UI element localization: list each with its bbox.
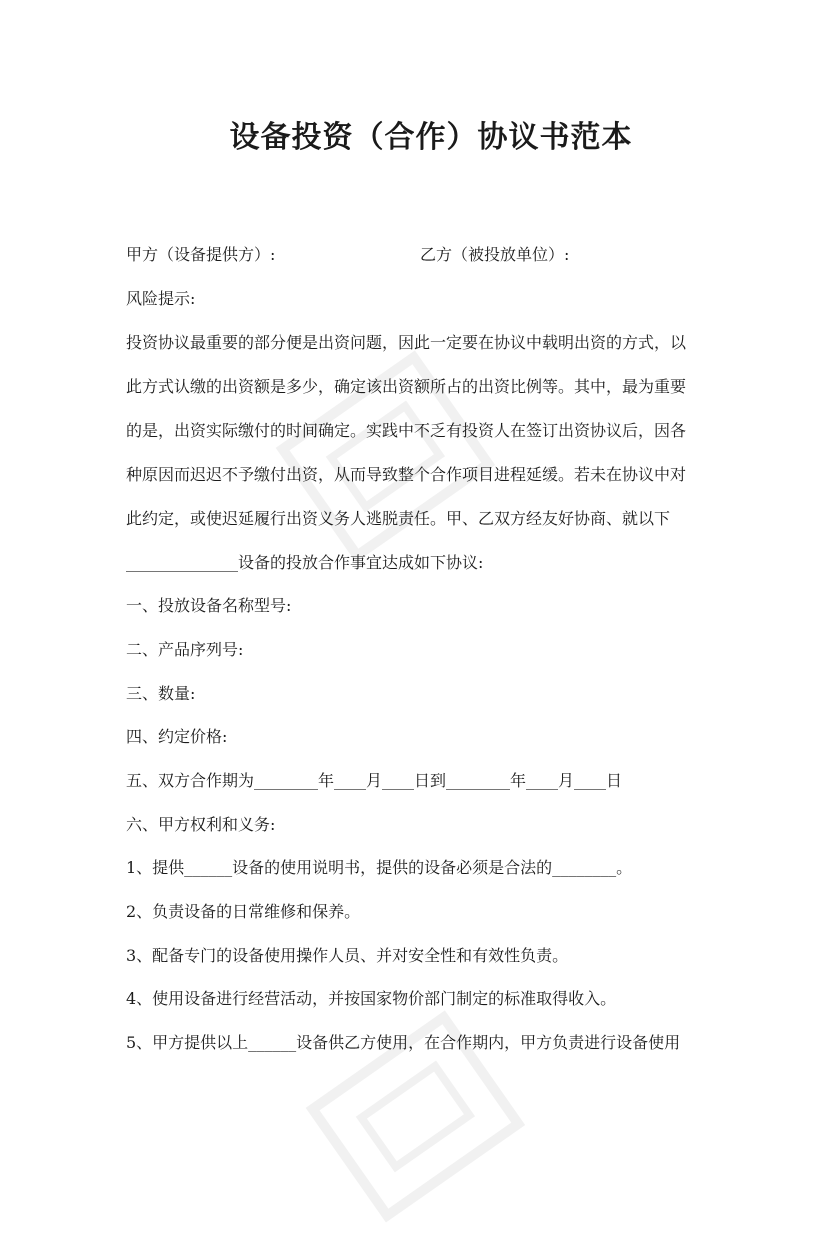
clause-item: 六、甲方权利和义务:: [126, 815, 276, 834]
clause-item: 1、提供______设备的使用说明书，提供的设备必须是合法的________。: [126, 858, 633, 877]
paragraph-line: 投资协议最重要的部分便是出资问题，因此一定要在协议中载明出资的方式，以: [126, 333, 687, 352]
clause-item: 4、使用设备进行经营活动，并按国家物价部门制定的标准取得收入。: [126, 989, 617, 1008]
document-title: 设备投资（合作）协议书范本: [229, 120, 633, 155]
paragraph-line: 此方式认缴的出资额是多少，确定该出资额所占的出资比例等。其中，最为重要: [126, 377, 687, 396]
clause-item: 2、负责设备的日常维修和保养。: [126, 902, 361, 921]
clause-item: 五、双方合作期为________年____月____日到________年____月____日: [126, 771, 623, 790]
risk-heading: 风险提示:: [126, 289, 196, 308]
paragraph-line: 此约定，或使迟延履行出资义务人逃脱责任。甲、乙双方经友好协商、就以下: [126, 509, 671, 528]
clause-item: 一、投放设备名称型号:: [126, 596, 292, 615]
paragraph-line: ______________设备的投放合作事宜达成如下协议:: [126, 553, 484, 572]
clause-item: 5、甲方提供以上______设备供乙方使用，在合作期内，甲方负责进行设备使用: [126, 1033, 681, 1052]
party-a-label: 甲方（设备提供方）:: [126, 245, 276, 264]
clause-item: 3、配备专门的设备使用操作人员、并对安全性和有效性负责。: [126, 946, 569, 965]
clause-item: 四、约定价格:: [126, 727, 228, 746]
paragraph-line: 种原因而迟迟不予缴付出资，从而导致整个合作项目进程延缓。若未在协议中对: [126, 465, 687, 484]
clause-item: 二、产品序列号:: [126, 640, 244, 659]
party-b-label: 乙方（被投放单位）:: [420, 245, 570, 264]
clause-item: 三、数量:: [126, 684, 196, 703]
paragraph-line: 的是，出资实际缴付的时间确定。实践中不乏有投资人在签订出资协议后，因各: [126, 421, 687, 440]
